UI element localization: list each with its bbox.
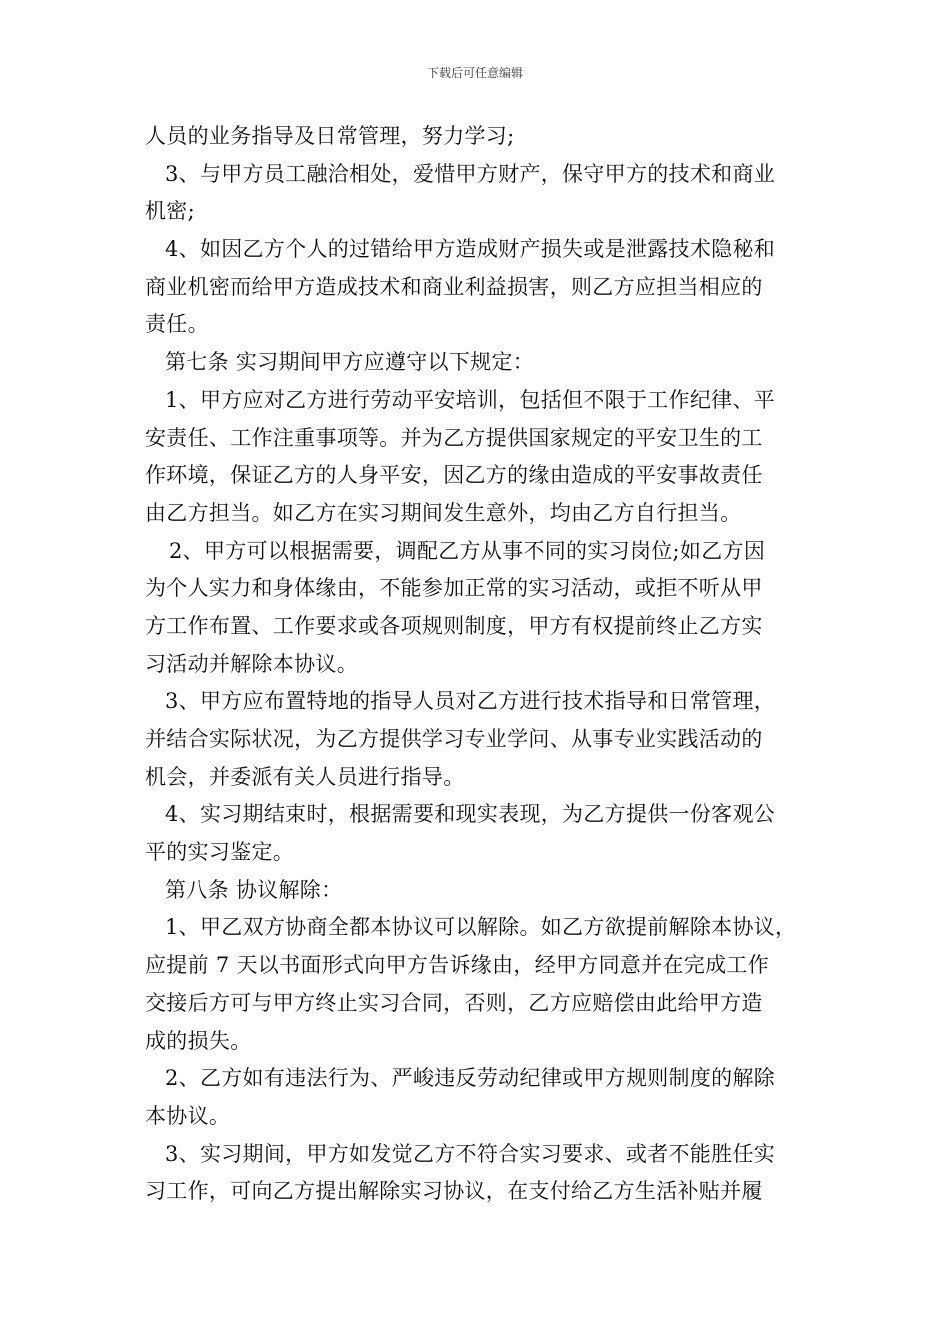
page-header: 下载后可任意编辑 [426,66,523,80]
text-line: 1、甲乙双方协商全都本协议可以解除。如乙方欲提前解除本协议， [165,915,797,940]
text-line: 3、甲方应布置特地的指导人员对乙方进行技术指导和日常管理， [165,689,776,714]
text-line: 交接后方可与甲方终止实习合同，否则，乙方应赔偿由此给甲方造 [145,990,763,1015]
text-line: 平的实习鉴定。 [145,840,295,865]
text-line: 成的损失。 [145,1028,252,1053]
section-heading: 第八条 协议解除： [165,877,343,902]
text-line: 3、与甲方员工融洽相处，爱惜甲方财产，保守甲方的技术和商业 [165,161,776,186]
text-line: 商业机密而给甲方造成技术和商业利益损害，则乙方应担当相应的 [145,274,763,299]
text-line: 并结合实际状况，为乙方提供学习专业学问、从事专业实践活动的 [145,727,763,751]
text-line: 安责任、工作注重事项等。并为乙方提供国家规定的平安卫生的工 [145,425,763,450]
text-line: 4、实习期结束时，根据需要和现实表现，为乙方提供一份客观公 [165,802,776,827]
text-line: 1、甲方应对乙方进行劳动平安培训，包括但不限于工作纪律、平 [165,387,776,412]
text-line: 方工作布置、工作要求或各项规则制度，甲方有权提前终止乙方实 [145,613,763,638]
section-heading: 第七条 实习期间甲方应遵守以下规定： [165,350,535,375]
text-line: 责任。 [145,312,209,337]
text-line: 2、乙方如有违法行为、严峻违反劳动纪律或甲方规则制度的解除 [165,1066,776,1091]
text-line: 机密; [145,199,195,224]
text-line: 2、甲方可以根据需要，调配乙方从事不同的实习岗位;如乙方因 [169,538,766,563]
text-line: 作环境，保证乙方的人身平安，因乙方的缘由造成的平安事故责任 [145,463,763,488]
text-line: 习工作，可向乙方提出解除实习协议，在支付给乙方生活补贴并履 [145,1179,763,1204]
text-line: 由乙方担当。如乙方在实习期间发生意外，均由乙方自行担当。 [145,500,742,525]
document-body [145,118,815,1211]
text-line: 机会，并委派有关人员进行指导。 [145,764,465,789]
text-line: 4、如因乙方个人的过错给甲方造成财产损失或是泄露技术隐秘和 [165,237,776,262]
text-line: 本协议。 [145,1103,231,1128]
text-line: 应提前 7 天以书面形式向甲方告诉缘由，经甲方同意并在完成工作 [145,953,770,978]
text-line: 习活动并解除本协议。 [145,651,358,676]
text-line: 3、实习期间，甲方如发觉乙方不符合实习要求、或者不能胜任实 [165,1141,776,1166]
text-line: 为个人实力和身体缘由，不能参加正常的实习活动，或拒不听从甲 [145,576,763,601]
text-line: 人员的业务指导及日常管理，努力学习; [145,124,515,148]
